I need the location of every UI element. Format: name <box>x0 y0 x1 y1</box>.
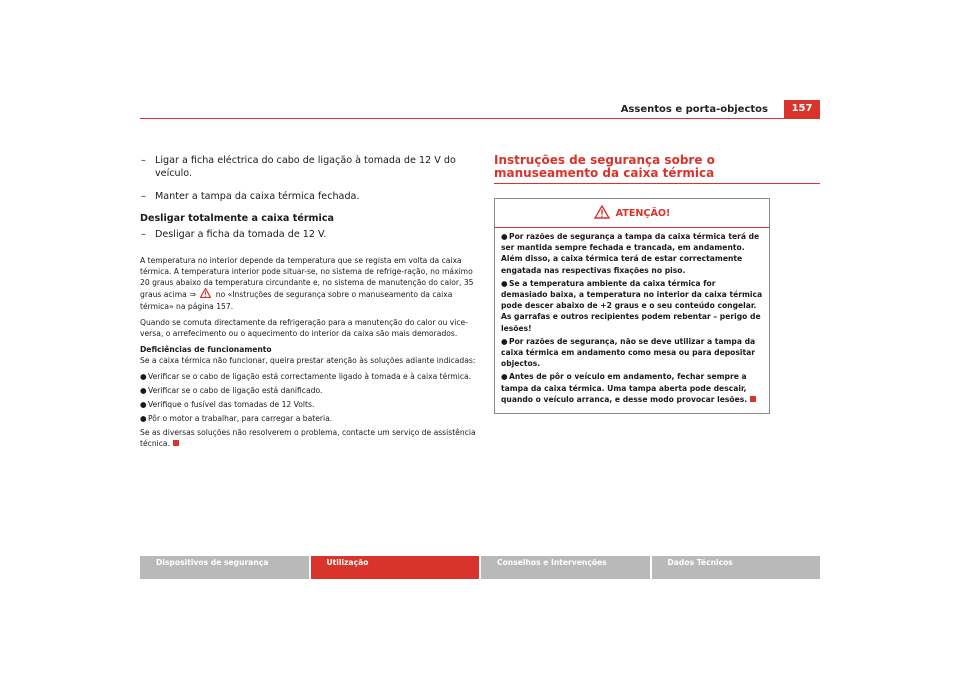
section-title: Instruções de segurança sobre o manuseamento da caixa térmica <box>494 153 715 180</box>
tab-dados-tecnicos[interactable]: Dados Técnicos <box>652 556 821 579</box>
right-column <box>494 154 820 414</box>
faults-heading: Deficiências de funcionamento <box>140 345 272 354</box>
paragraph-temperature <box>140 255 478 312</box>
warning-box <box>494 198 770 414</box>
paragraph-switching: Quando se comuta directamente da refrigeração para a manutenção do calor ou vice-versa, o arrefecimento ou o aquecimento do interior da caixa são mais demorados. <box>140 318 468 338</box>
list-item: ●Verifique o fusível das tomadas de 12 Volts. <box>140 400 315 409</box>
step-dash: – <box>141 155 146 166</box>
warning-item: ●Antes de pôr o veículo em andamento, fechar sempre a tampa da caixa térmica. Uma tampa aberta pode descair, quando o veículo arranca, e desse modo provocar lesões. <box>495 371 769 405</box>
warning-triangle-icon <box>594 205 616 222</box>
list-item: ●Pôr o motor a trabalhar, para carregar a bateria. <box>140 414 333 423</box>
warning-item: ●Por razões de segurança, não se deve utilizar a tampa da caixa térmica em andamento como mesa ou para depositar objectos. <box>501 336 756 369</box>
bullet-icon: ● <box>140 400 147 409</box>
bullet-icon: ● <box>501 372 508 382</box>
cross-ref-text[interactable]: no «Instruções de segurança sobre o manuseamento da caixa térmica» na página 157. <box>140 290 453 311</box>
bullet-icon: ● <box>140 372 147 381</box>
bullet-icon: ● <box>140 386 147 395</box>
warning-rule <box>495 227 769 228</box>
paragraph-text: A temperatura no interior depende da temperatura que se regista em volta da caixa térmica. A temperatura interior pode situar-se, no sistema de refrige-ração, no máximo 20 graus abaixo da temperatura circundante e, no sistema de manutenção do calor, 35 graus acima <box>140 256 474 299</box>
step-text: Manter a tampa da caixa térmica fechada. <box>155 191 360 202</box>
footer-nav <box>140 556 820 579</box>
list-item: ●Verificar se o cabo de ligação está correctamente ligado à tomada e à caixa térmica. <box>140 372 472 381</box>
header-rule <box>140 118 820 119</box>
step-dash: – <box>141 191 146 202</box>
warning-title: ATENÇÃO! <box>615 207 671 219</box>
step-item <box>140 154 478 180</box>
subheading-disconnect: Desligar totalmente a caixa térmica <box>140 213 334 224</box>
warning-item: ●Se a temperatura ambiente da caixa térmica for demasiado baixa, a temperatura no interior da caixa térmica pode descer abaixo de +2 graus e o seu conteúdo congelar. As garrafas e outros recipientes podem rebentar – perigo de lesões! <box>501 278 763 333</box>
step-item <box>140 190 478 203</box>
tab-conselhos-e-intervencoes[interactable]: Conselhos e Intervenções <box>481 556 650 579</box>
tab-dispositivos-de-seguranca[interactable]: Dispositivos de segurança <box>140 556 309 579</box>
section-rule <box>494 183 820 184</box>
warning-item: ●Por razões de segurança a tampa da caixa térmica terá de ser mantida sempre fechada e trancada, em andamento. Além disso, a caixa térmica terá de estar correctamente engatada nas respectivas fixações no piso. <box>501 232 760 275</box>
page-number: 157 <box>784 100 820 118</box>
paragraph-closing: Se as diversas soluções não resolverem o problema, contacte um serviço de assistência técnica. <box>140 428 476 448</box>
step-item <box>140 228 478 241</box>
list-item: ●Verificar se o cabo de ligação está danificado. <box>140 386 323 395</box>
bullet-icon: ● <box>501 232 508 241</box>
step-text: Desligar a ficha da tomada de 12 V. <box>155 229 327 240</box>
bullet-icon: ● <box>501 336 508 346</box>
cross-ref-arrow: ⇒ <box>189 290 196 299</box>
faults-intro: Se a caixa térmica não funcionar, queira prestar atenção às soluções adiante indicadas: <box>140 356 476 365</box>
bullet-icon: ● <box>501 278 508 288</box>
warning-triangle-icon <box>200 288 211 301</box>
tab-utilizacao[interactable]: Utilização <box>311 556 480 579</box>
left-column <box>140 154 478 454</box>
step-text: Ligar a ficha eléctrica do cabo de ligação à tomada de 12 V do veículo. <box>155 155 456 179</box>
warning-header <box>495 199 769 227</box>
step-dash: – <box>141 229 146 240</box>
page-header-title: Assentos e porta-objectos <box>620 104 768 115</box>
end-of-section-icon <box>750 396 756 402</box>
bullet-icon: ● <box>140 414 147 423</box>
end-of-section-icon <box>173 440 179 446</box>
